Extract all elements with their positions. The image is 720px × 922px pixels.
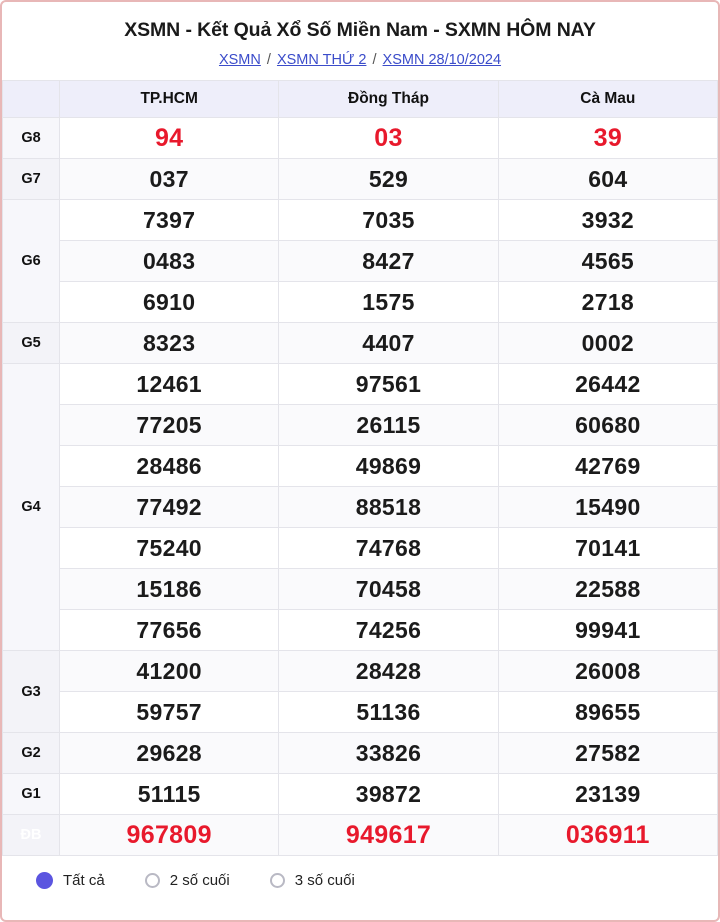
result-number: 0483 [60,241,279,282]
result-number: 037 [60,159,279,200]
table-row [3,241,718,282]
prize-label: G3 [3,651,60,733]
result-number: 94 [60,118,279,159]
prize-label: G7 [3,159,60,200]
radio-icon[interactable] [36,872,53,889]
result-number: 23139 [498,774,717,815]
result-number: 8323 [60,323,279,364]
prize-label: ĐB [3,815,60,856]
breadcrumb-separator: / [266,52,271,68]
result-number: 97561 [279,364,498,405]
filter-option-label: 2 số cuối [169,872,230,889]
result-number: 26008 [498,651,717,692]
result-number: 22588 [498,569,717,610]
prize-label: G2 [3,733,60,774]
result-number: 49869 [279,446,498,487]
result-number: 8427 [279,241,498,282]
page-title: XSMN - Kết Quả Xổ Số Miền Nam - SXMN HÔM NAY [124,19,596,41]
result-number: 59757 [60,692,279,733]
filter-option-label: 3 số cuối [294,872,355,889]
table-row [3,815,718,856]
result-number: 26442 [498,364,717,405]
result-number: 03 [279,118,498,159]
result-number: 42769 [498,446,717,487]
result-number: 27582 [498,733,717,774]
table-row [3,446,718,487]
radio-icon[interactable] [145,873,160,888]
prize-label: G1 [3,774,60,815]
table-row [3,323,718,364]
column-header-1: TP.HCM [60,81,279,118]
table-row [3,528,718,569]
table-row [3,118,718,159]
result-number: 28486 [60,446,279,487]
result-number: 51115 [60,774,279,815]
prize-label: G8 [3,118,60,159]
result-number: 99941 [498,610,717,651]
result-number: 75240 [60,528,279,569]
result-number: 28428 [279,651,498,692]
filter-option-label: Tất cả [63,872,105,889]
breadcrumb-link[interactable]: XSMN 28/10/2024 [382,52,502,68]
prize-label: G4 [3,364,60,651]
result-number: 967809 [60,815,279,856]
column-header-2: Đồng Tháp [279,81,498,118]
result-number: 39 [498,118,717,159]
table-header-row [3,81,718,118]
table-row [3,610,718,651]
result-number: 89655 [498,692,717,733]
result-number: 949617 [279,815,498,856]
table-body [3,118,718,856]
filter-options [2,856,718,889]
result-number: 29628 [60,733,279,774]
filter-option-1[interactable] [36,872,105,889]
result-number: 77492 [60,487,279,528]
result-number: 529 [279,159,498,200]
result-number: 7035 [279,200,498,241]
result-number: 4407 [279,323,498,364]
filter-option-3[interactable] [270,872,355,889]
filter-option-2[interactable] [145,872,230,889]
breadcrumb-link[interactable]: XSMN THỨ 2 [276,52,367,68]
result-number: 6910 [60,282,279,323]
table-row [3,651,718,692]
breadcrumb-link[interactable]: XSMN [218,52,261,68]
result-number: 77205 [60,405,279,446]
table-corner-cell [3,81,60,118]
table-row [3,569,718,610]
result-number: 41200 [60,651,279,692]
result-number: 0002 [498,323,717,364]
table-header [3,81,718,118]
prize-label: G5 [3,323,60,364]
result-number: 12461 [60,364,279,405]
table-row [3,282,718,323]
result-number: 77656 [60,610,279,651]
table-row [3,774,718,815]
result-number: 604 [498,159,717,200]
result-number: 4565 [498,241,717,282]
column-header-3: Cà Mau [498,81,717,118]
result-number: 15186 [60,569,279,610]
result-number: 2718 [498,282,717,323]
lottery-results-table [2,80,718,856]
result-number: 70458 [279,569,498,610]
table-row [3,200,718,241]
result-number: 74256 [279,610,498,651]
result-number: 33826 [279,733,498,774]
result-number: 26115 [279,405,498,446]
table-row [3,405,718,446]
table-row [3,159,718,200]
prize-label: G6 [3,200,60,323]
result-number: 70141 [498,528,717,569]
table-row [3,364,718,405]
result-number: 39872 [279,774,498,815]
radio-icon[interactable] [270,873,285,888]
table-row [3,733,718,774]
result-number: 15490 [498,487,717,528]
result-number: 3932 [498,200,717,241]
result-number: 74768 [279,528,498,569]
result-number: 036911 [498,815,717,856]
result-number: 7397 [60,200,279,241]
table-row [3,692,718,733]
table-row [3,487,718,528]
result-number: 1575 [279,282,498,323]
breadcrumb-separator: / [372,52,377,68]
breadcrumb [2,42,718,80]
result-number: 60680 [498,405,717,446]
result-number: 88518 [279,487,498,528]
result-number: 51136 [279,692,498,733]
